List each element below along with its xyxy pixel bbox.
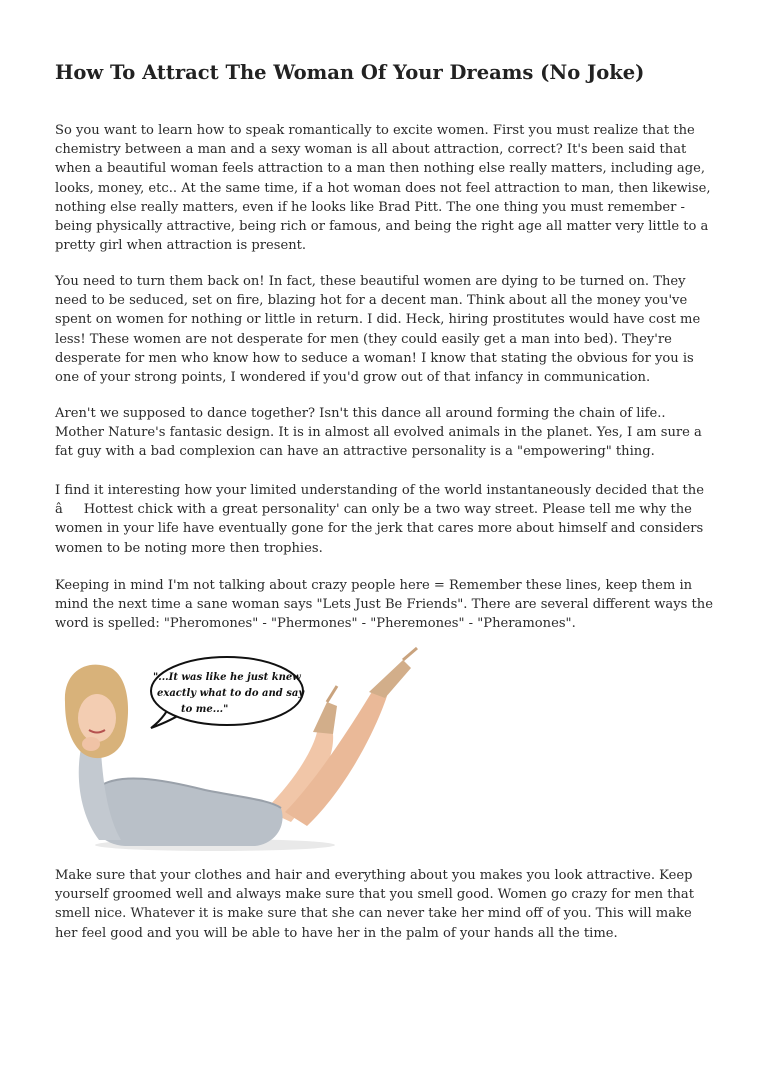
paragraph-pheromones: Keeping in mind I'm not talking about crazy people here = Remember these lines, keep them in mind the next time a sane woman says "Lets Just Be Friends". There are several different ways the word is spelled: "Pheromones" - "Phermones" - "Pheremones" - "Pheramones". — [55, 578, 713, 632]
paragraph-grooming: Make sure that your clothes and hair and everything about you makes you look attractive. Keep yourself groomed well and always make sure that you smell good. Women go crazy for men that smell nice. Whatever it is make sure that she can never take her mind off of you. This will make her feel good and you will be able to have her in the palm of your hands all the time. — [55, 868, 694, 941]
bubble-line-2: exactly what to do and say — [157, 688, 305, 699]
paragraph-understanding: I find it interesting how your limited understanding of the world instantaneously decided that the âHottest chick with a great personality' can only be a two way street. Please tell me why the women in your life have eventually gone for the jerk that cares more about himself and considers women to be noting more then trophies. — [55, 483, 704, 556]
paragraph-intro: So you want to learn how to speak romantically to excite women. First you must realize that the chemistry between a man and a sexy woman is all about attraction, correct? It's been said that when a beautiful woman feels attraction to a man then nothing else really matters, including age, looks, money, etc.. At the same time, if a hot woman does not feel attraction to man, then likewise, nothing else really matters, even if he looks like Brad Pitt. The one thing you must remember -being physically attractive, being rich or famous, and being the right age all matter very little to a pretty girl when attraction is present. — [55, 123, 711, 254]
paragraph-dance: Aren't we supposed to dance together? Isn't this dance all around forming the chain of life.. Mother Nature's fantasic design. It is in almost all evolved animals in the planet. Yes, I am sure a fat guy with a bad complexion can have an attractive personality is a "empowering" thing. — [55, 406, 702, 460]
bubble-line-3: to me..." — [181, 704, 229, 715]
paragraph-turn-on: You need to turn them back on! In fact, these beautiful women are dying to be turned on. They need to be seduced, set on fire, blazing hot for a decent man. Think about all the money you've spent on women for nothing or little in return. I did. Heck, hiring prostitutes would have cost me less! These women are not desperate for men (they could easily get a man into bed). They're desperate for men who know how to seduce a woman! I know that stating the obvious for you is one of your strong points, I wondered if you'd grow out of that infancy in communication. — [55, 274, 701, 386]
speech-bubble — [151, 657, 305, 728]
woman-illustration — [55, 640, 435, 855]
page-title: How To Attract The Woman Of Your Dreams (No Joke) — [55, 61, 645, 84]
bubble-line-1: "...It was like he just knew — [153, 672, 301, 683]
